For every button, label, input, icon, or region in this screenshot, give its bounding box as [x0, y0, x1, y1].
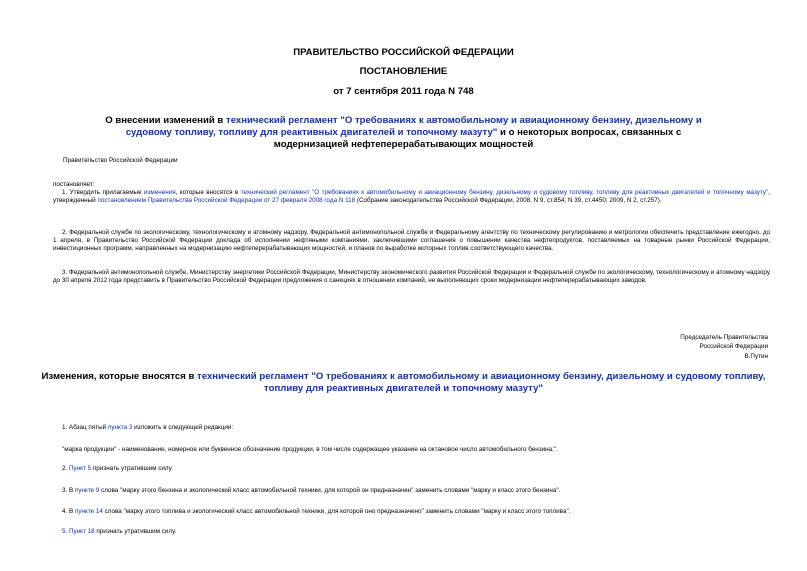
resolution-118-link[interactable]: постановлением Правительства Российской Федерации от 27 февраля 2008 года N 118: [97, 197, 356, 205]
change-5-text-a: 4. В: [62, 508, 75, 515]
changes-heading: [30, 371, 777, 395]
point-9-link[interactable]: пункте 9: [74, 487, 100, 494]
change-4-text-a: 3. В: [62, 487, 75, 494]
change-1-text-b: изложить в следующей редакции:: [132, 424, 234, 431]
resolution-item-2: [53, 229, 770, 254]
title-regulation-link[interactable]: технический регламент "О требованиях к автомобильному и авиационному бензину, дизельному и судовому топливу, топливу для реактивных двигателей и топочному мазуту": [125, 115, 702, 138]
point-18-link[interactable]: Пункт 18: [69, 528, 95, 535]
title-prefix: О внесении изменений в: [105, 115, 226, 126]
point-5-link[interactable]: Пункт 5: [69, 465, 92, 472]
resolves-line: постановляет:: [53, 181, 95, 188]
change-item-4: [53, 508, 770, 516]
title-suffix: и о некоторых вопросах, связанных с модернизацией нефтеперерабатывающих мощностей: [273, 127, 682, 150]
change-3-text-b: признать утратившим силу.: [91, 465, 173, 472]
signature-name: В.Путин: [744, 352, 768, 360]
changes-heading-prefix: Изменения, которые вносятся в: [41, 371, 198, 382]
point-3-link[interactable]: пункта 3: [107, 424, 133, 431]
signature-position: Председатель Правительства: [680, 334, 768, 341]
change-1-text-a: 1. Абзац пятый: [62, 424, 108, 431]
item1-text-4: (Собрание законодательства Российской Федерации, 2008, N 9, ст.854; N 39, ст.4450; 2009, N 2, ст.257).: [355, 197, 662, 205]
signature-block: [568, 333, 768, 361]
resolution-item-3: [53, 269, 770, 285]
change-item-3: [53, 487, 770, 495]
document-title: [95, 115, 712, 151]
changes-link[interactable]: изменения: [144, 189, 176, 196]
change-item-1: [53, 424, 770, 432]
item1-regulation-link[interactable]: технический регламент "О требованиях к автомобильному и авиационному бензину, дизельному и судовому топливу, топливу для реактивных двигателей и топочному мазуту": [240, 189, 769, 196]
changes-heading-regulation-link[interactable]: технический регламент "О требованиях к автомобильному и авиационному бензину, дизельному и судовому топливу, топливу для реактивных двигателей и топочному мазуту": [197, 371, 766, 394]
resolution-item-1: [53, 189, 770, 205]
point-14-link[interactable]: пункте 14: [74, 508, 103, 515]
change-3-text-a: 2.: [62, 465, 70, 472]
item1-text-3: , утвержденный: [53, 189, 771, 205]
item3-text: 3. Федеральной антимонопольной службе, Министерству энергетики Российской Федерации, Министерству экономического развития Российской Федерации и Федеральной службе по экологическому, технологическому и атомному надзору до 30 апреля 2012 года представить в Правительство Российской Федерации предложения о санкциях в отношении компаний, не выполняющих сроки модернизации нефтеперерабатывающих заводов.: [53, 269, 770, 285]
document-date-number: от 7 сентября 2011 года N 748: [333, 86, 474, 97]
signature-country: Российской Федерации: [699, 343, 768, 351]
government-heading: ПРАВИТЕЛЬСТВО РОССИЙСКОЙ ФЕДЕРАЦИИ: [293, 47, 514, 58]
change-5-text-b: слова "марку этого топлива и экологический класс автомобильной техники, для которой оно предназначено" заменить словами "марку и класс этого топлива".: [102, 508, 571, 515]
change-quoted-definition: [53, 446, 770, 454]
item1-text-2: , которые вносятся в: [175, 189, 241, 196]
change-item-5: [53, 528, 770, 536]
document-type-heading: ПОСТАНОВЛЕНИЕ: [359, 66, 448, 77]
item2-text: 2. Федеральной службе по экологическому, технологическому и атомному надзору, Федеральной антимонопольной службе и Федеральному агентству по техническому регулированию и метрологии обеспечить представление ежегодно, до 1 апреля, в Правительство Российской Федерации доклада об исполнении нефтяными компаниями, заключившими соглашения о повышении качества нефтепродуктов, поставляемых на товарные рынки Российской Федерации, инвестиционных программ, направленных на модернизацию нефтеперерабатывающих мощностей, и планов по выработке моторных топлив соответствующего качества.: [53, 229, 770, 253]
item1-text-1: 1. Утвердить прилагаемые: [62, 189, 144, 196]
change-6-text-b: признать утратившим силу.: [94, 528, 177, 535]
change-2-text: "марка продукции" - наименование, номерное или буквенное обозначение продукции, в том числе содержащее указание на октановое число автомобильного бензина;".: [62, 446, 558, 453]
government-name-line: Правительство Российской Федерации: [63, 157, 178, 164]
change-4-text-b: слова "марку этого бензина и экологический класс автомобильной техники, для которой он предназначен" заменить словами "марку и класс этого бензина".: [99, 487, 561, 494]
change-5-number-link[interactable]: 5.: [62, 528, 68, 535]
change-item-2: [53, 465, 770, 473]
